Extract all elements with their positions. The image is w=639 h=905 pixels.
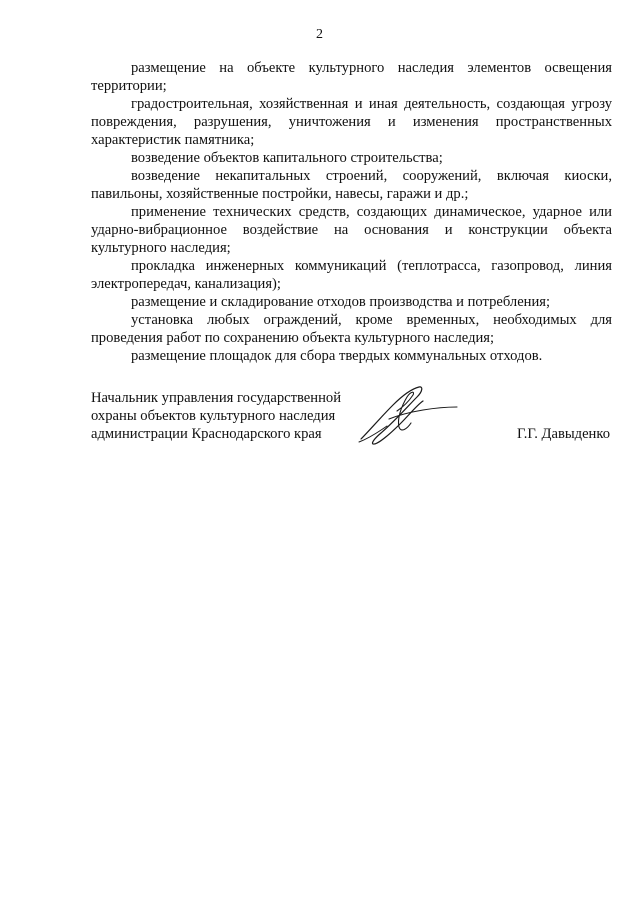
signer-name: Г.Г. Давыденко — [516, 426, 610, 442]
list-item: применение технических средств, создающих динамическое, ударное или ударно-вибрационное воздействие на основания и конструкции объекта культурного наследия; — [91, 204, 612, 256]
list-item: возведение объектов капитального строительства; — [131, 150, 443, 166]
list-item: размещение и складирование отходов производства и потребления; — [131, 294, 551, 310]
signer-position — [91, 389, 361, 443]
page-number: 2 — [316, 27, 323, 42]
signature-block — [91, 389, 612, 449]
signer-position-line: администрации Краснодарского края — [91, 426, 322, 442]
list-item: возведение некапитальных строений, сооружений, включая киоски, павильоны, хозяйственные постройки, навесы, гаражи и др.; — [91, 168, 612, 202]
list-item: установка любых ограждений, кроме временных, необходимых для проведения работ по сохранению объекта культурного наследия; — [91, 312, 612, 346]
handwritten-signature — [353, 381, 463, 451]
list-item: размещение на объекте культурного наследия элементов освещения территории; — [91, 60, 612, 94]
list-item: градостроительная, хозяйственная и иная деятельность, создающая угрозу повреждения, разрушения, уничтожения и изменения пространственных характеристик памятника; — [91, 96, 612, 148]
signer-position-line: Начальник управления государственной — [91, 390, 342, 406]
restrictions-list — [91, 59, 612, 365]
list-item: прокладка инженерных коммуникаций (теплотрасса, газопровод, линия электропередач, канализация); — [91, 258, 612, 292]
signer-position-line: охраны объектов культурного наследия — [91, 408, 336, 424]
list-item: размещение площадок для сбора твердых коммунальных отходов. — [131, 348, 543, 364]
